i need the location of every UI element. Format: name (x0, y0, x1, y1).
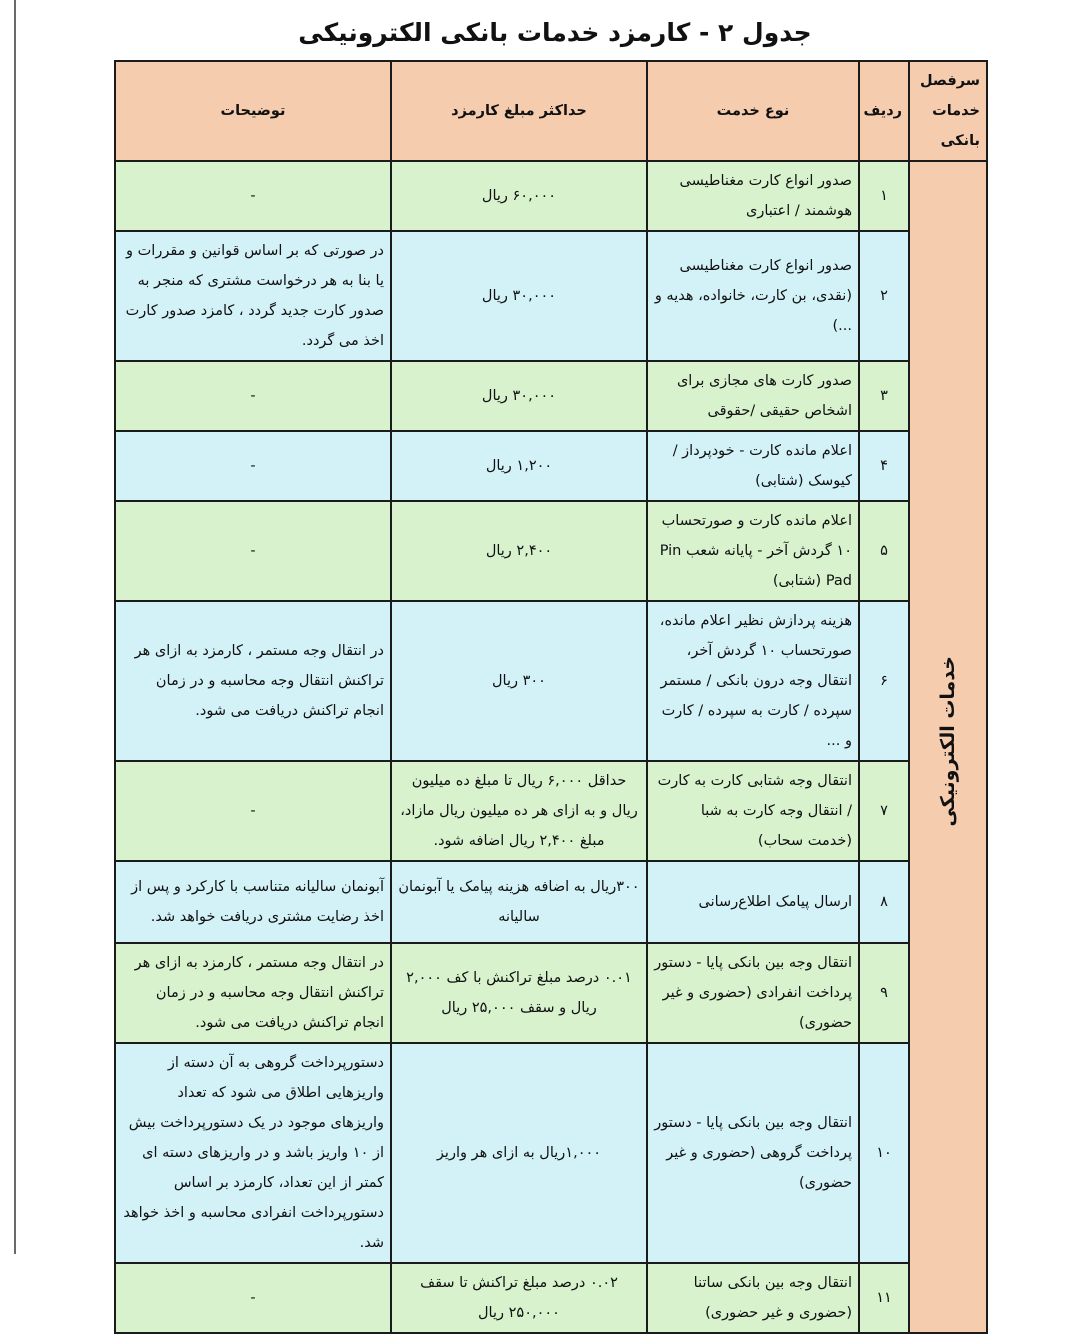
service-cell: اعلام مانده کارت - خودپرداز / کیوسک (شتابی) (647, 431, 859, 501)
fee-cell: حداقل ۶,۰۰۰ ریال تا مبلغ ده میلیون ریال و به ازای هر ده میلیون ریال مازاد، مبلغ ۲,۴۰۰ ریال اضافه شود. (391, 761, 647, 861)
table-row (115, 231, 987, 361)
table-row (115, 161, 987, 231)
service-cell: اعلام مانده کارت و صورتحساب ۱۰ گردش آخر - پایانه شعب Pin Pad (شتابی) (647, 501, 859, 601)
header-notes: توضیحات (115, 61, 391, 161)
service-cell: انتقال وجه شتابی کارت به کارت / انتقال وجه کارت به شبا (خدمت سحاب) (647, 761, 859, 861)
notes-cell: آبونمان سالیانه متناسب با کارکرد و پس از اخذ رضایت مشتری دریافت خواهد شد. (115, 861, 391, 943)
service-cell: صدور کارت های مجازی برای اشخاص حقیقی /حقوقی (647, 361, 859, 431)
table-row (115, 361, 987, 431)
service-cell: انتقال وجه بین بانکی پایا - دستور پرداخت گروهی (حضوری و غیر حضوری) (647, 1043, 859, 1263)
table-row (115, 761, 987, 861)
header-row (115, 61, 987, 161)
notes-cell: - (115, 161, 391, 231)
notes-cell: دستورپرداخت گروهی به آن دسته از واریزهایی اطلاق می شود که تعداد واریزهای موجود در یک دستورپرداخت بیش از ۱۰ واریز باشد و در واریزهای دسته ای کمتر از این تعداد، کارمزد بر اساس دستورپرداخت انفرادی محاسبه و اخذ خواهد شد. (115, 1043, 391, 1263)
notes-cell: - (115, 361, 391, 431)
fee-cell: ۰.۰۱ درصد مبلغ تراکنش با کف ۲,۰۰۰ ریال و سقف ۲۵,۰۰۰ ریال (391, 943, 647, 1043)
table-row (115, 601, 987, 761)
notes-cell: - (115, 501, 391, 601)
table-row (115, 431, 987, 501)
notes-cell: - (115, 761, 391, 861)
fee-cell: ۳۰,۰۰۰ ریال (391, 231, 647, 361)
page-edge-line (14, 0, 16, 1254)
row-number: ۷ (859, 761, 909, 861)
section-cell (909, 161, 987, 1333)
table-row (115, 501, 987, 601)
fee-cell: ۳۰۰ریال به اضافه هزینه پیامک یا آبونمان سالیانه (391, 861, 647, 943)
fee-cell: ۰.۰۲ درصد مبلغ تراکنش تا سقف ۲۵۰,۰۰۰ ریال (391, 1263, 647, 1333)
fee-cell: ۳۰۰ ریال (391, 601, 647, 761)
row-number: ۹ (859, 943, 909, 1043)
row-number: ۴ (859, 431, 909, 501)
row-number: ۶ (859, 601, 909, 761)
service-cell: انتقال وجه بین بانکی ساتنا (حضوری و غیر حضوری) (647, 1263, 859, 1333)
row-number: ۳ (859, 361, 909, 431)
header-max-fee: حداکثر مبلغ کارمزد (391, 61, 647, 161)
row-number: ۵ (859, 501, 909, 601)
header-row-number: ردیف (859, 61, 909, 161)
table-row (115, 1043, 987, 1263)
fee-cell: ۱,۰۰۰ریال به ازای هر واریز (391, 1043, 647, 1263)
service-cell: هزینه پردازش نظیر اعلام مانده، صورتحساب ۱۰ گردش آخر، انتقال وجه درون بانکی / مستمر سپرده / کارت به سپرده / کارت و ... (647, 601, 859, 761)
notes-cell: در صورتی که بر اساس قوانین و مقررات و یا بنا به هر درخواست مشتری که منجر به صدور کارت جدید گردد ، کامزد صدور کارت اخذ می گردد. (115, 231, 391, 361)
fee-cell: ۳۰,۰۰۰ ریال (391, 361, 647, 431)
service-cell: ارسال پیامک اطلاع‌رسانی (647, 861, 859, 943)
table-row (115, 861, 987, 943)
service-cell: صدور انواع کارت مغناطیسی هوشمند / اعتباری (647, 161, 859, 231)
notes-cell: - (115, 1263, 391, 1333)
row-number: ۲ (859, 231, 909, 361)
fee-cell: ۱,۲۰۰ ریال (391, 431, 647, 501)
table-row (115, 1263, 987, 1333)
service-cell: انتقال وجه بین بانکی پایا - دستور پرداخت انفرادی (حضوری و غیر حضوری) (647, 943, 859, 1043)
fee-cell: ۲,۴۰۰ ریال (391, 501, 647, 601)
header-service: نوع خدمت (647, 61, 859, 161)
notes-cell: در انتقال وجه مستمر ، کارمزد به ازای هر تراکنش انتقال وجه محاسبه و در زمان انجام تراکنش دریافت می شود. (115, 601, 391, 761)
section-label: خدمات الکترونیکی (937, 656, 959, 827)
row-number: ۸ (859, 861, 909, 943)
header-section: سرفصل خدمات بانکی (909, 61, 987, 161)
table-title: جدول ۲ - کارمزد خدمات بانکی الکترونیکی (298, 18, 812, 47)
row-number: ۱۱ (859, 1263, 909, 1333)
table-row (115, 943, 987, 1043)
service-cell: صدور انواع کارت مغناطیسی (نقدی، بن کارت، خانواده، هدیه و ...) (647, 231, 859, 361)
fee-cell: ۶۰,۰۰۰ ریال (391, 161, 647, 231)
notes-cell: در انتقال وجه مستمر ، کارمزد به ازای هر تراکنش انتقال وجه محاسبه و در زمان انجام تراکنش دریافت می شود. (115, 943, 391, 1043)
row-number: ۱ (859, 161, 909, 231)
notes-cell: - (115, 431, 391, 501)
row-number: ۱۰ (859, 1043, 909, 1263)
fee-table (114, 60, 988, 1334)
